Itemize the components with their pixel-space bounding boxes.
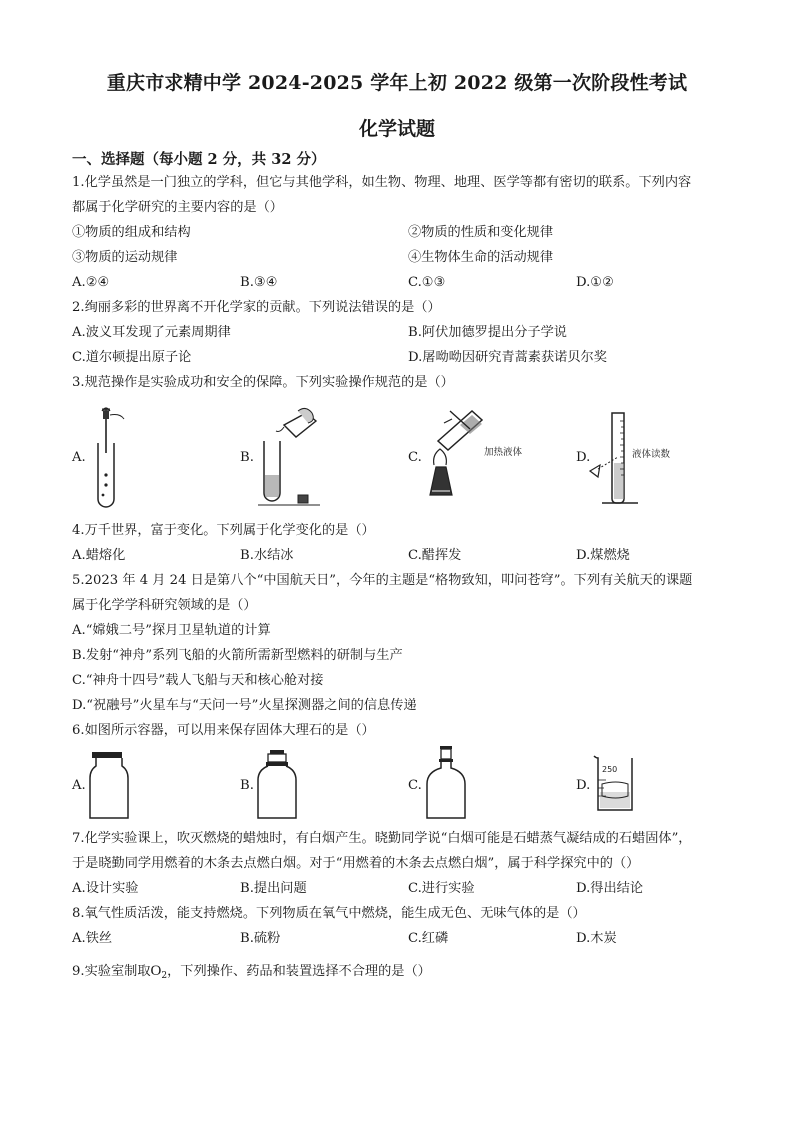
q6-figure-a-wide-mouth-bottle: [86, 748, 132, 824]
q5-option-a[interactable]: A.“嫦娥二号”探月卫星轨道的计算: [72, 623, 271, 638]
q6-label-d[interactable]: D.: [576, 778, 591, 793]
q1-option-b[interactable]: B.③④: [240, 275, 278, 290]
q7-option-a[interactable]: A.设计实验: [72, 881, 139, 896]
q6-figure-c-narrow-mouth-bottle: [422, 744, 470, 824]
exam-title: 重庆市求精中学 2024-2025 学年上初 2022 级第一次阶段性考试: [106, 72, 688, 94]
q2-option-d[interactable]: D.屠呦呦因研究青蒿素获诺贝尔奖: [408, 350, 607, 365]
q4-option-b[interactable]: B.水结冰: [240, 548, 294, 563]
q6-stem: 6.如图所示容器，可以用来保存固体大理石的是（）: [72, 723, 375, 738]
q1-stem-line2: 都属于化学研究的主要内容的是（）: [72, 200, 283, 215]
exam-subtitle: 化学试题: [358, 118, 435, 140]
q5-option-b[interactable]: B.发射“神舟”系列飞船的火箭所需新型燃料的研制与生产: [72, 648, 403, 663]
q9-formula: O: [150, 963, 162, 979]
q2-option-c[interactable]: C.道尔顿提出原子论: [72, 350, 192, 365]
q7-option-b[interactable]: B.提出问题: [240, 881, 307, 896]
q3-figure-a-dropper-into-tube: [84, 405, 128, 511]
q3-label-c[interactable]: C.: [408, 450, 422, 465]
q8-stem: 8.氧气性质活泼，能支持燃烧。下列物质在氧气中燃烧，能生成无色、无味气体的是（）: [72, 906, 586, 921]
q3-figure-c-heating-liquid: [420, 405, 530, 511]
q1-stem-line1: 1.化学虽然是一门独立的学科，但它与其他学科，如生物、物理、地理、医学等都有密切的联系。下列内容: [72, 175, 692, 190]
q8-option-a[interactable]: A.铁丝: [72, 931, 113, 946]
q6-label-a[interactable]: A.: [72, 778, 86, 793]
q6-figure-b-stoppered-wide-bottle: [252, 748, 302, 824]
q9-stem-end: ，下列操作、药品和装置选择不合理的是（）: [167, 964, 431, 979]
q8-option-c[interactable]: C.红磷: [408, 931, 449, 946]
q6-label-c[interactable]: C.: [408, 778, 422, 793]
q4-option-c[interactable]: C.醋挥发: [408, 548, 462, 563]
q3-label-b[interactable]: B.: [240, 450, 254, 465]
q3-figure-c-caption: 加热液体: [484, 447, 523, 458]
q1-item-1: ①物质的组成和结构: [72, 225, 191, 240]
q7-stem-line1: 7.化学实验课上，吹灭燃烧的蜡烛时，有白烟产生。晓勤同学说“白烟可能是石蜡蒸气凝结成的石蜡固体”，: [72, 831, 692, 846]
q6-figure-d-beaker: [590, 752, 640, 816]
q1-item-2: ②物质的性质和变化规律: [408, 225, 554, 240]
q5-stem-line1: 5.2023 年 4 月 24 日是第八个“中国航天日”，今年的主题是“格物致知，叩问苍穹”。下列有关航天的课题: [72, 573, 693, 588]
q4-option-a[interactable]: A.蜡熔化: [72, 548, 126, 563]
q8-option-b[interactable]: B.硫粉: [240, 931, 281, 946]
q6-label-b[interactable]: B.: [240, 778, 254, 793]
q5-option-c[interactable]: C.“神舟十四号”载人飞船与天和核心舱对接: [72, 673, 324, 688]
q9-stem-start: 9.实验室制取: [72, 964, 151, 979]
q7-option-c[interactable]: C.进行实验: [408, 881, 475, 896]
q3-label-a[interactable]: A.: [72, 450, 86, 465]
q7-stem-line2: 于是晓勤同学用燃着的木条去点燃白烟。对于“用燃着的木条去点燃白烟”，属于科学探究中的（）: [72, 856, 640, 871]
q2-option-b[interactable]: B.阿伏加德罗提出分子学说: [408, 325, 567, 340]
q2-option-a[interactable]: A.波义耳发现了元素周期律: [72, 325, 231, 340]
q7-option-d[interactable]: D.得出结论: [576, 881, 644, 896]
q5-stem-line2: 属于化学学科研究领域的是（）: [72, 598, 257, 613]
q1-item-4: ④生物体生命的活动规律: [408, 250, 554, 265]
q4-stem: 4.万千世界，富于变化。下列属于化学变化的是（）: [72, 523, 375, 538]
q3-figure-d-caption: 液体读数: [632, 449, 671, 460]
q1-item-3: ③物质的运动规律: [72, 250, 178, 265]
q9-formula-subscript: 2: [161, 971, 168, 981]
q3-figure-b-pouring-liquid: [254, 405, 324, 511]
q9-stem: [72, 962, 431, 985]
section-heading: 一、选择题（每小题 2 分，共 32 分）: [72, 151, 326, 168]
q3-stem: 3.规范操作是实验成功和安全的保障。下列实验操作规范的是（）: [72, 375, 454, 390]
q4-option-d[interactable]: D.煤燃烧: [576, 548, 630, 563]
q3-figure-d-reading-cylinder: [588, 405, 698, 511]
q5-option-d[interactable]: D.“祝融号”火星车与“天问一号”火星探测器之间的信息传递: [72, 698, 417, 713]
q3-label-d[interactable]: D.: [576, 450, 591, 465]
q2-stem: 2.绚丽多彩的世界离不开化学家的贡献。下列说法错误的是（）: [72, 300, 441, 315]
q8-option-d[interactable]: D.木炭: [576, 931, 617, 946]
q1-option-a[interactable]: A.②④: [72, 275, 110, 290]
q1-option-c[interactable]: C.①③: [408, 275, 446, 290]
svg-text:250: 250: [602, 765, 618, 774]
q1-option-d[interactable]: D.①②: [576, 275, 614, 290]
